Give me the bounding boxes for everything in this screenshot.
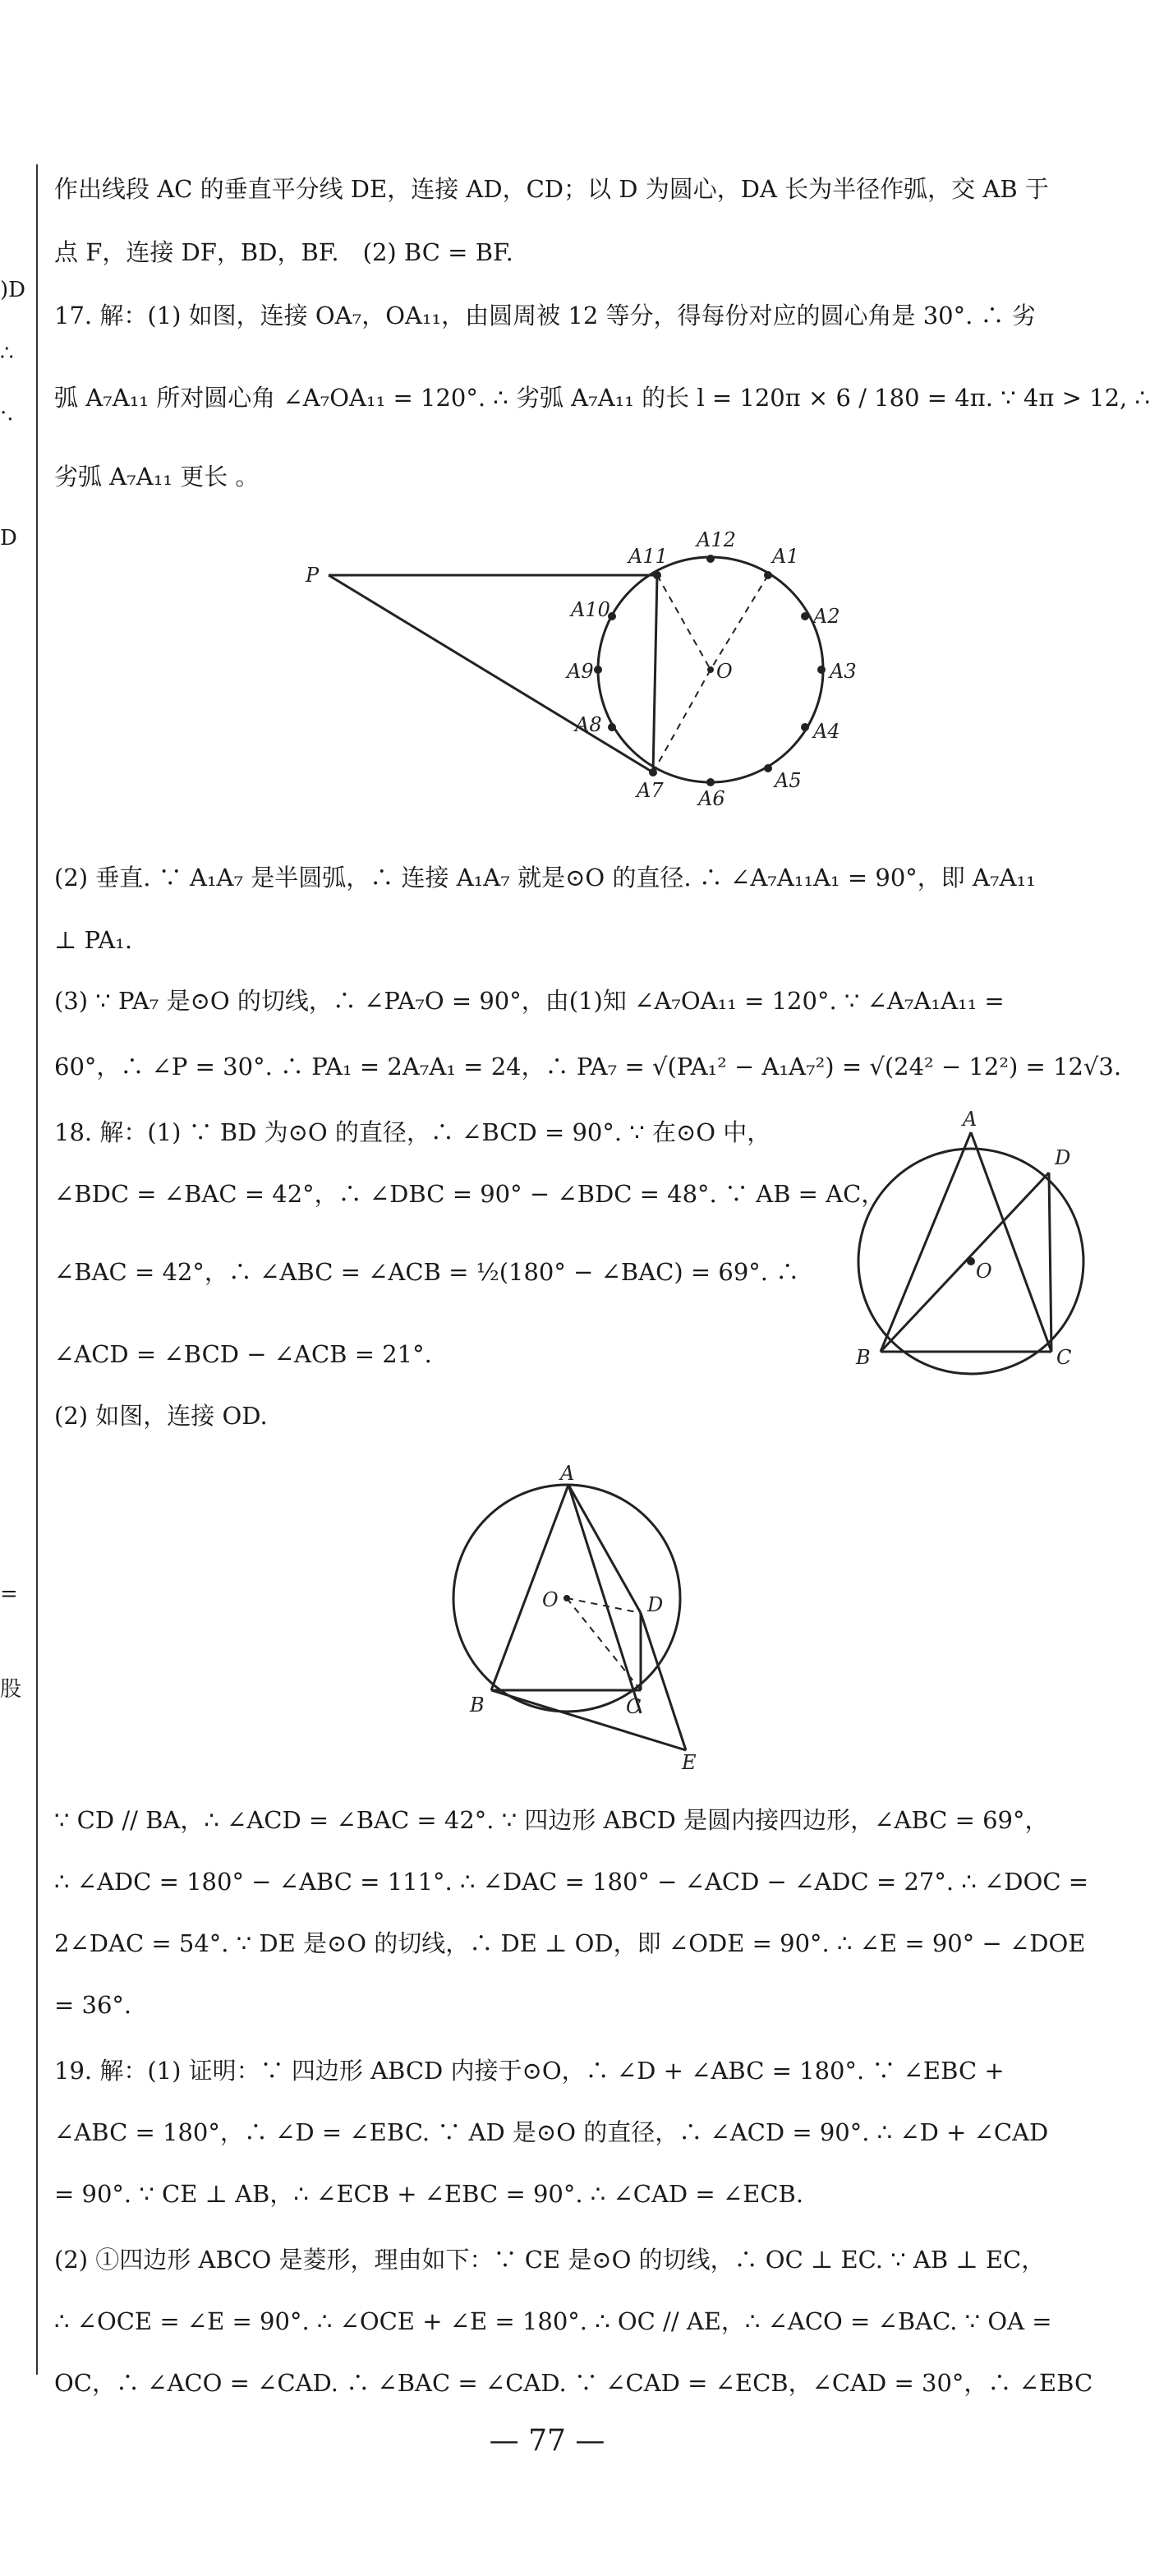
text-line: = 36°. bbox=[54, 1991, 132, 2019]
edge-mark: D bbox=[0, 526, 17, 551]
fig1-label: A2 bbox=[813, 605, 840, 628]
fig3-label: E bbox=[682, 1751, 697, 1774]
figure-circle-tangent bbox=[435, 1462, 706, 1774]
fig3-label: B bbox=[470, 1694, 485, 1717]
edge-mark: 股 bbox=[0, 1677, 22, 1702]
fig3-label: A bbox=[560, 1462, 575, 1485]
text-line: = 90°. ∵ CE ⊥ AB，∴ ∠ECB + ∠EBC = 90°. ∴ ∠CAD = ∠ECB. bbox=[54, 2180, 804, 2208]
text-line: 点 F，连接 DF，BD，BF. (2) BC = BF. bbox=[54, 238, 513, 266]
edge-mark: ∴ bbox=[0, 341, 14, 366]
fig1-label: A12 bbox=[697, 528, 736, 551]
fig2-label: D bbox=[1055, 1146, 1071, 1169]
edge-mark: ·. bbox=[0, 401, 14, 426]
fig1-label: A11 bbox=[628, 545, 668, 568]
text-line: ∠BAC = 42°，∴ ∠ABC = ∠ACB = ½(180° − ∠BAC) = 69°. ∴ bbox=[54, 1258, 800, 1286]
text-line: 60°，∴ ∠P = 30°. ∴ PA₁ = 2A₇A₁ = 24，∴ PA₇ = √(PA₁² − A₁A₇²) = √(24² − 12²) = 12√3. bbox=[54, 1053, 1122, 1081]
text-line: 劣弧 A₇A₁₁ 更长 。 bbox=[54, 463, 260, 491]
figure-circle-abcd bbox=[840, 1108, 1094, 1369]
text-line: (3) ∵ PA₇ 是⊙O 的切线，∴ ∠PA₇O = 90°，由(1)知 ∠A₇OA₁₁ = 120°. ∵ ∠A₇A₁A₁₁ = bbox=[54, 987, 1005, 1015]
text-line: ∠BDC = ∠BAC = 42°，∴ ∠DBC = 90° − ∠BDC = 48°. ∵ AB = AC， bbox=[54, 1180, 886, 1208]
text-line: (2) ①四边形 ABCO 是菱形，理由如下：∵ CE 是⊙O 的切线，∴ OC ⊥ EC. ∵ AB ⊥ EC， bbox=[54, 2246, 1046, 2274]
fig3-label: C bbox=[626, 1695, 642, 1718]
fig1-label: A8 bbox=[575, 713, 602, 736]
fig1-label: A7 bbox=[637, 779, 664, 802]
text-line: (2) 垂直. ∵ A₁A₇ 是半圆弧，∴ 连接 A₁A₇ 就是⊙O 的直径. ∴ ∠A₇A₁₁A₁ = 90°，即 A₇A₁₁ bbox=[54, 864, 1036, 892]
fig1-label: O bbox=[716, 660, 733, 683]
fig1-label: A5 bbox=[775, 769, 802, 792]
text-line: ∴ ∠OCE = ∠E = 90°. ∴ ∠OCE + ∠E = 180°. ∴ OC // AE，∴ ∠ACO = ∠BAC. ∵ OA = bbox=[54, 2307, 1052, 2335]
text-line: 17. 解：(1) 如图，连接 OA₇，OA₁₁，由圆周被 12 等分，得每份对应的圆心角是 30°. ∴ 劣 bbox=[54, 302, 1036, 329]
text-line: ∴ ∠ADC = 180° − ∠ABC = 111°. ∴ ∠DAC = 180° − ∠ACD − ∠ADC = 27°. ∴ ∠DOC = bbox=[54, 1868, 1089, 1896]
page-number: — 77 — bbox=[489, 2424, 605, 2458]
fig1-label: A9 bbox=[567, 660, 594, 683]
text-line: 19. 解：(1) 证明：∵ 四边形 ABCD 内接于⊙O，∴ ∠D + ∠ABC = 180°. ∵ ∠EBC + bbox=[54, 2057, 1005, 2085]
fig1-label: A3 bbox=[830, 660, 857, 683]
fig3-label: O bbox=[542, 1588, 559, 1611]
text-line: ⊥ PA₁. bbox=[54, 926, 133, 954]
fig1-label: P bbox=[306, 564, 320, 587]
fig1-label: A4 bbox=[813, 720, 840, 743]
text-line: (2) 如图，连接 OD. bbox=[54, 1402, 268, 1430]
text-line: ∵ CD // BA，∴ ∠ACD = ∠BAC = 42°. ∵ 四边形 ABCD 是圆内接四边形，∠ABC = 69°， bbox=[54, 1806, 1049, 1834]
text-line: ∠ABC = 180°，∴ ∠D = ∠EBC. ∵ AD 是⊙O 的直径，∴ ∠ACD = 90°. ∴ ∠D + ∠CAD bbox=[54, 2118, 1049, 2146]
text-line: 18. 解：(1) ∵ BD 为⊙O 的直径，∴ ∠BCD = 90°. ∵ 在⊙O 中， bbox=[54, 1118, 771, 1146]
edge-mark: = bbox=[0, 1582, 18, 1606]
text-line: ∠ACD = ∠BCD − ∠ACB = 21°. bbox=[54, 1340, 432, 1368]
text-line: 弧 A₇A₁₁ 所对圆心角 ∠A₇OA₁₁ = 120°. ∴ 劣弧 A₇A₁₁ 的长 l = 120π × 6 / 180 = 4π. ∵ 4π > 12, ∴ bbox=[54, 384, 1150, 412]
text-line: 作出线段 AC 的垂直平分线 DE，连接 AD，CD；以 D 为圆心，DA 长为半径作弧，交 AB 于 bbox=[54, 175, 1049, 203]
fig1-label: A6 bbox=[698, 787, 725, 810]
edge-mark: )D bbox=[0, 278, 25, 302]
margin-rule bbox=[36, 164, 38, 2375]
fig1-label: A1 bbox=[772, 545, 799, 568]
fig2-label: B bbox=[856, 1346, 871, 1369]
fig3-label: D bbox=[647, 1593, 664, 1616]
fig2-label: O bbox=[976, 1260, 992, 1283]
fig2-label: C bbox=[1056, 1346, 1072, 1369]
fig2-label: A bbox=[963, 1108, 978, 1131]
text-line: 2∠DAC = 54°. ∵ DE 是⊙O 的切线，∴ DE ⊥ OD，即 ∠ODE = 90°. ∴ ∠E = 90° − ∠DOE bbox=[54, 1929, 1086, 1957]
fig1-label: A10 bbox=[571, 598, 610, 621]
figure-circle-12-points bbox=[296, 526, 857, 810]
text-line: OC，∴ ∠ACO = ∠CAD. ∴ ∠BAC = ∠CAD. ∵ ∠CAD = ∠ECB，∠CAD = 30°，∴ ∠EBC bbox=[54, 2369, 1093, 2397]
